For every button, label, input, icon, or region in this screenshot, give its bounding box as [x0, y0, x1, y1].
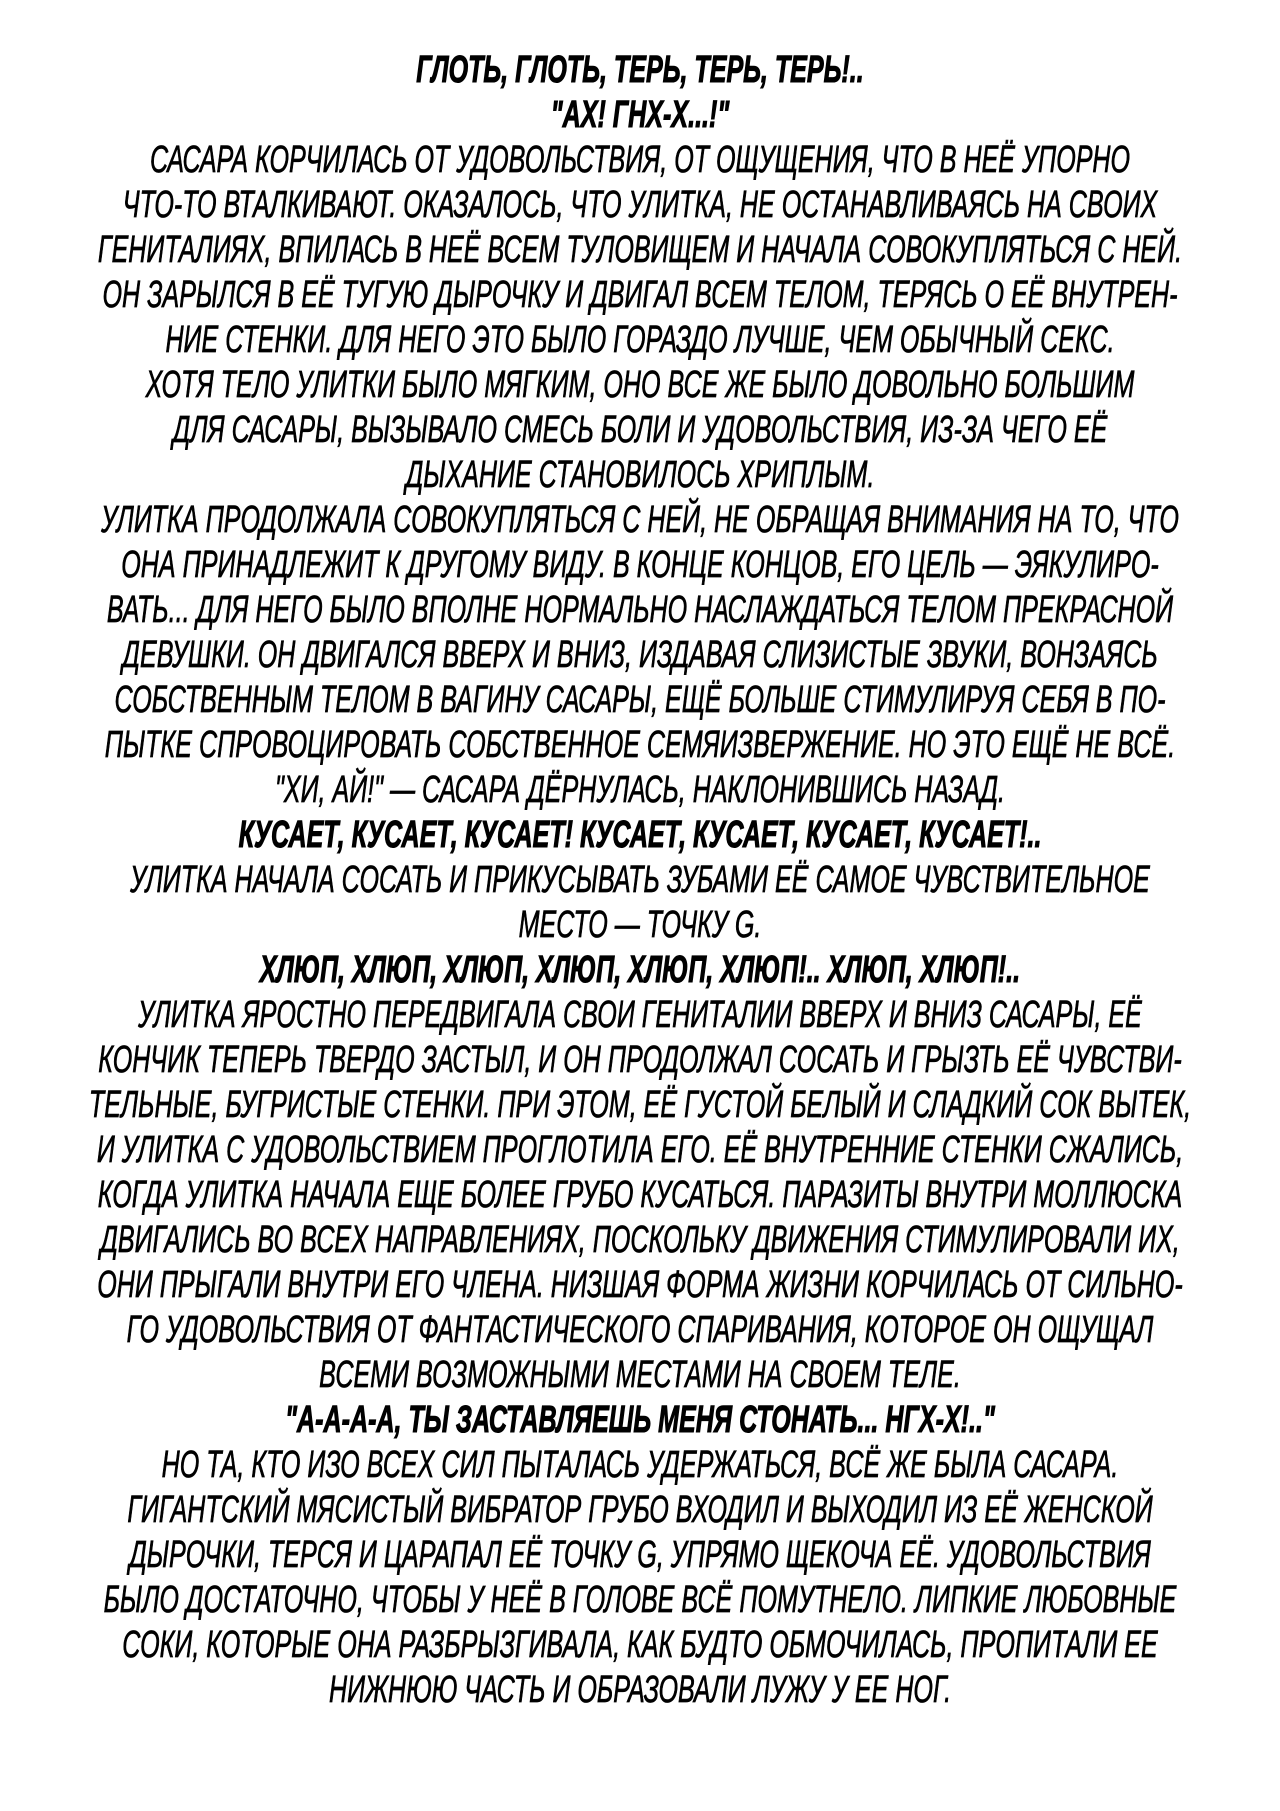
text-line: УЛИТКА НАЧАЛА СОСАТЬ И ПРИКУСЫВАТЬ ЗУБАМИ ЕЁ САМОЕ ЧУВСТВИТЕЛЬНОЕ: [130, 859, 1150, 901]
text-line: ВАТЬ... ДЛЯ НЕГО БЫЛО ВПОЛНЕ НОРМАЛЬНО НАСЛАЖДАТЬСЯ ТЕЛОМ ПРЕКРАСНОЙ: [106, 589, 1174, 631]
story-text: [0, 48, 1280, 1713]
text-line: ДЕВУШКИ. ОН ДВИГАЛСЯ ВВЕРХ И ВНИЗ, ИЗДАВАЯ СЛИЗИСТЫЕ ЗВУКИ, ВОНЗАЯСЬ: [122, 634, 1158, 676]
text-line: САСАРА КОРЧИЛАСЬ ОТ УДОВОЛЬСТВИЯ, ОТ ОЩУЩЕНИЯ, ЧТО В НЕЁ УПОРНО: [149, 139, 1131, 181]
text-line: ГО УДОВОЛЬСТВИЯ ОТ ФАНТАСТИЧЕСКОГО СПАРИВАНИЯ, КОТОРОЕ ОН ОЩУЩАЛ: [126, 1309, 1154, 1351]
text-line: НО ТА, КТО ИЗО ВСЕХ СИЛ ПЫТАЛАСЬ УДЕРЖАТЬСЯ, ВСЁ ЖЕ БЫЛА САСАРА.: [161, 1444, 1119, 1486]
text-line: УЛИТКА ПРОДОЛЖАЛА СОВОКУПЛЯТЬСЯ С НЕЙ, НЕ ОБРАЩАЯ ВНИМАНИЯ НА ТО, ЧТО: [101, 499, 1179, 541]
text-line: НИЕ СТЕНКИ. ДЛЯ НЕГО ЭТО БЫЛО ГОРАЗДО ЛУЧШЕ, ЧЕМ ОБЫЧНЫЙ СЕКС.: [165, 319, 1115, 361]
text-line: ДВИГАЛИСЬ ВО ВСЕХ НАПРАВЛЕНИЯХ, ПОСКОЛЬКУ ДВИЖЕНИЯ СТИМУЛИРОВАЛИ ИХ,: [100, 1219, 1180, 1261]
text-line: КОГДА УЛИТКА НАЧАЛА ЕЩЕ БОЛЕЕ ГРУБО КУСАТЬСЯ. ПАРАЗИТЫ ВНУТРИ МОЛЛЮСКА: [97, 1174, 1183, 1216]
text-line: "АХ! ГНХ-Х...!": [550, 94, 730, 136]
text-line: МЕСТО — ТОЧКУ G.: [518, 904, 762, 946]
text-line: ЧТО-ТО ВТАЛКИВАЮТ. ОКАЗАЛОСЬ, ЧТО УЛИТКА, НЕ ОСТАНАВЛИВАЯСЬ НА СВОИХ: [122, 184, 1158, 226]
text-line: ГИГАНТСКИЙ МЯСИСТЫЙ ВИБРАТОР ГРУБО ВХОДИЛ И ВЫХОДИЛ ИЗ ЕЁ ЖЕНСКОЙ: [127, 1489, 1153, 1531]
text-line: СОБСТВЕННЫМ ТЕЛОМ В ВАГИНУ САСАРЫ, ЕЩЁ БОЛЬШЕ СТИМУЛИРУЯ СЕБЯ В ПО-: [114, 679, 1166, 721]
text-line: ДЫРОЧКИ, ТЕРСЯ И ЦАРАПАЛ ЕЁ ТОЧКУ G, УПРЯМО ЩЕКОЧА ЕЁ. УДОВОЛЬСТВИЯ: [129, 1534, 1151, 1576]
text-line: ОН ЗАРЫЛСЯ В ЕЁ ТУГУЮ ДЫРОЧКУ И ДВИГАЛ ВСЕМ ТЕЛОМ, ТЕРЯСЬ О ЕЁ ВНУТРЕН-: [102, 274, 1178, 316]
text-line: СОКИ, КОТОРЫЕ ОНА РАЗБРЫЗГИВАЛА, КАК БУДТО ОБМОЧИЛАСЬ, ПРОПИТАЛИ ЕЕ: [122, 1624, 1158, 1666]
text-line: КОНЧИК ТЕПЕРЬ ТВЕРДО ЗАСТЫЛ, И ОН ПРОДОЛЖАЛ СОСАТЬ И ГРЫЗТЬ ЕЁ ЧУВСТВИ-: [98, 1039, 1182, 1081]
text-line: ХОТЯ ТЕЛО УЛИТКИ БЫЛО МЯГКИМ, ОНО ВСЕ ЖЕ БЫЛО ДОВОЛЬНО БОЛЬШИМ: [145, 364, 1135, 406]
text-line: ДЛЯ САСАРЫ, ВЫЗЫВАЛО СМЕСЬ БОЛИ И УДОВОЛЬСТВИЯ, ИЗ-ЗА ЧЕГО ЕЁ: [172, 409, 1108, 451]
text-line: ПЫТКЕ СПРОВОЦИРОВАТЬ СОБСТВЕННОЕ СЕМЯИЗВЕРЖЕНИЕ. НО ЭТО ЕЩЁ НЕ ВСЁ.: [104, 724, 1176, 766]
text-line: ХЛЮП, ХЛЮП, ХЛЮП, ХЛЮП, ХЛЮП, ХЛЮП!.. ХЛЮП, ХЛЮП!..: [259, 949, 1021, 991]
text-line: ГЛОТЬ, ГЛОТЬ, ТЕРЬ, ТЕРЬ, ТЕРЬ!..: [416, 49, 864, 91]
text-line: ОНА ПРИНАДЛЕЖИТ К ДРУГОМУ ВИДУ. В КОНЦЕ КОНЦОВ, ЕГО ЦЕЛЬ — ЭЯКУЛИРО-: [121, 544, 1159, 586]
text-line: ОНИ ПРЫГАЛИ ВНУТРИ ЕГО ЧЛЕНА. НИЗШАЯ ФОРМА ЖИЗНИ КОРЧИЛАСЬ ОТ СИЛЬНО-: [97, 1264, 1183, 1306]
text-line: "А-А-А-А, ТЫ ЗАСТАВЛЯЕШЬ МЕНЯ СТОНАТЬ... НГХ-Х!..": [285, 1399, 995, 1441]
text-line: БЫЛО ДОСТАТОЧНО, ЧТОБЫ У НЕЁ В ГОЛОВЕ ВСЁ ПОМУТНЕЛО. ЛИПКИЕ ЛЮБОВНЫЕ: [103, 1579, 1177, 1621]
text-line: КУСАЕТ, КУСАЕТ, КУСАЕТ! КУСАЕТ, КУСАЕТ, КУСАЕТ, КУСАЕТ!..: [238, 814, 1042, 856]
text-line: НИЖНЮЮ ЧАСТЬ И ОБРАЗОВАЛИ ЛУЖУ У ЕЕ НОГ.: [328, 1669, 952, 1711]
text-line: ТЕЛЬНЫЕ, БУГРИСТЫЕ СТЕНКИ. ПРИ ЭТОМ, ЕЁ ГУСТОЙ БЕЛЫЙ И СЛАДКИЙ СОК ВЫТЕК,: [88, 1084, 1192, 1126]
text-line: ВСЕМИ ВОЗМОЖНЫМИ МЕСТАМИ НА СВОЕМ ТЕЛЕ.: [319, 1354, 961, 1396]
text-line: И УЛИТКА С УДОВОЛЬСТВИЕМ ПРОГЛОТИЛА ЕГО. ЕЁ ВНУТРЕННИЕ СТЕНКИ СЖАЛИСЬ,: [96, 1129, 1184, 1171]
text-line: ДЫХАНИЕ СТАНОВИЛОСЬ ХРИПЛЫМ.: [405, 454, 875, 496]
text-line: УЛИТКА ЯРОСТНО ПЕРЕДВИГАЛА СВОИ ГЕНИТАЛИИ ВВЕРХ И ВНИЗ САСАРЫ, ЕЁ: [138, 994, 1142, 1036]
text-line: ГЕНИТАЛИЯХ, ВПИЛАСЬ В НЕЁ ВСЕМ ТУЛОВИЩЕМ И НАЧАЛА СОВОКУПЛЯТЬСЯ С НЕЙ.: [97, 229, 1183, 271]
text-line: "ХИ, АЙ!" — САСАРА ДЁРНУЛАСЬ, НАКЛОНИВШИСЬ НАЗАД.: [274, 769, 1006, 811]
